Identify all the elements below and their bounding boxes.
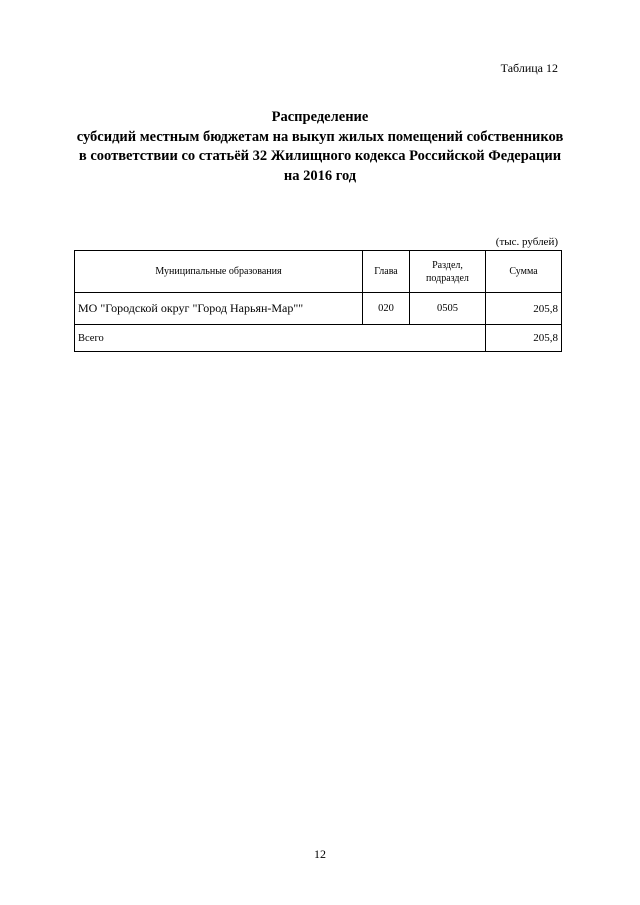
page-number: 12 (314, 847, 326, 861)
title-line-1: Распределение (271, 109, 369, 125)
unit-note: (тыс. рублей) (495, 236, 558, 248)
header-razdel (410, 251, 486, 293)
total-summa: 205,8 (486, 325, 562, 352)
total-label: Всего (75, 325, 486, 352)
title-line-4: на 2016 год (283, 167, 357, 184)
title-line-3: в соответствии со статьёй 32 Жилищного кодекса Российской Федерации (78, 148, 562, 164)
subsidy-table (74, 250, 562, 352)
header-razdel-line-1: Раздел, (432, 259, 463, 271)
table-row (75, 293, 562, 325)
table-header-row (75, 251, 562, 293)
document-title (0, 108, 640, 186)
row-glava: 020 (363, 293, 410, 325)
header-razdel-line-2: подраздел (426, 272, 469, 284)
table-number-label: Таблица 12 (500, 61, 558, 75)
header-municipality: Муниципальные образования (75, 251, 363, 293)
header-summa: Сумма (486, 251, 562, 293)
row-municipality: МО "Городской округ "Город Нарьян-Мар"" (75, 293, 363, 325)
row-razdel: 0505 (410, 293, 486, 325)
title-line-2: субсидий местным бюджетам на выкуп жилых помещений собственников (76, 128, 564, 145)
row-summa: 205,8 (486, 293, 562, 325)
header-glava: Глава (363, 251, 410, 293)
table-total-row (75, 325, 562, 352)
